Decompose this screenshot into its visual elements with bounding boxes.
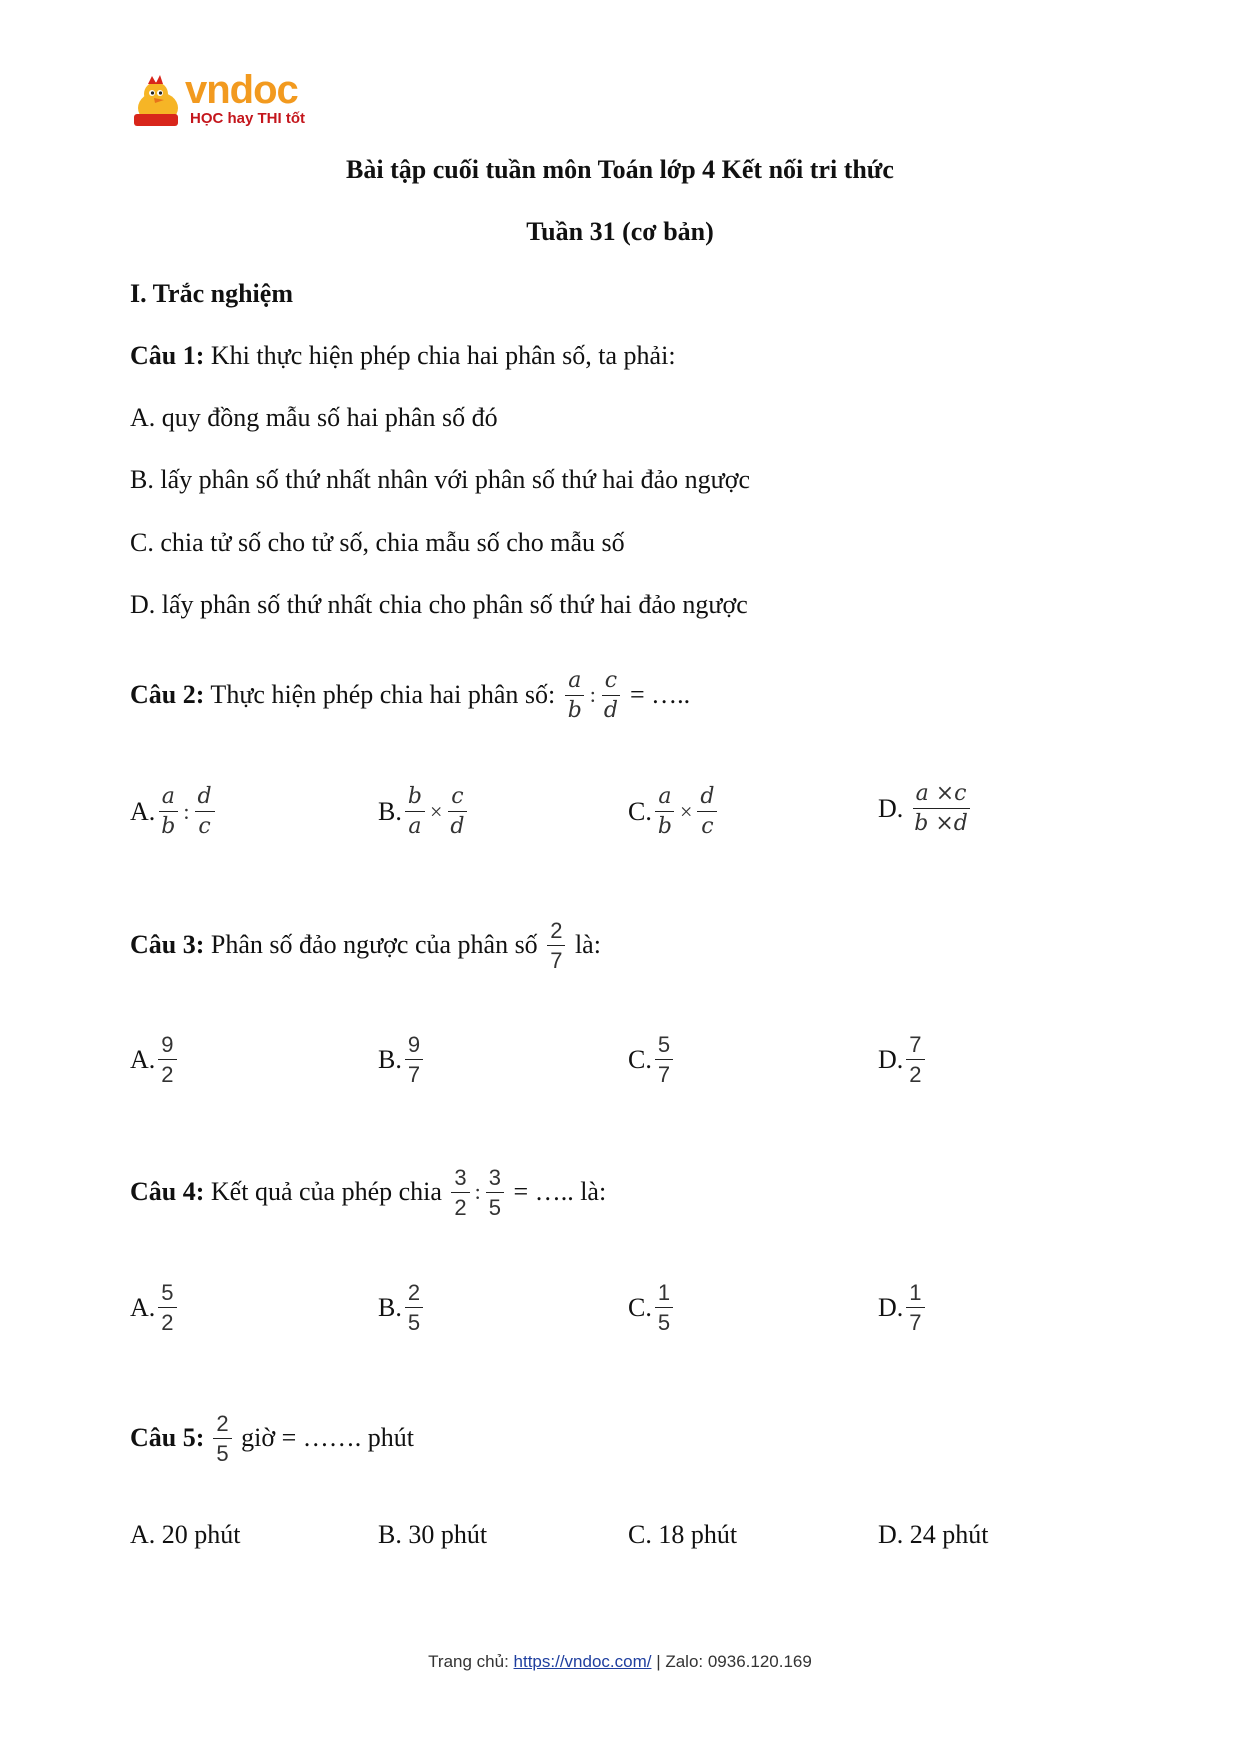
- homepage-link[interactable]: https://vndoc.com/: [513, 1652, 652, 1671]
- q4-option-c[interactable]: C. $\frac{1}{5}$: [628, 1281, 676, 1334]
- q2-option-c[interactable]: C. $\frac{a}{b}$ × $\frac{d}{c}$: [628, 785, 720, 838]
- page-footer: [0, 1652, 1240, 1672]
- q3-option-b[interactable]: B. $\frac{9}{7}$: [378, 1033, 426, 1086]
- operator: :: [589, 682, 596, 707]
- fraction: $\frac{a \times c}{b \times d}$: [914, 781, 968, 836]
- footer-prefix: Trang chủ:: [428, 1652, 514, 1671]
- q3-option-d[interactable]: D. $\frac{7}{2}$: [878, 1033, 928, 1086]
- fraction: $\frac{d}{c}$: [195, 785, 215, 838]
- question-text: Phân số đảo ngược của phân số: [204, 930, 545, 959]
- question-tail: giờ = ……. phút: [234, 1423, 415, 1452]
- q1-option-a[interactable]: A. quy đồng mẫu số hai phân số đó: [130, 403, 498, 432]
- q4-option-b[interactable]: B. $\frac{2}{5}$: [378, 1281, 426, 1334]
- document-title: Bài tập cuối tuần môn Toán lớp 4 Kết nối tri thức: [346, 155, 894, 184]
- fraction: $\frac{2}{5}$: [405, 1281, 423, 1334]
- q2-option-d[interactable]: D. $\frac{a \times c}{b \times d}$: [878, 782, 974, 835]
- fraction: $\frac{7}{2}$: [906, 1033, 924, 1086]
- chick-mascot-icon: [130, 74, 186, 130]
- fraction: $\frac{9}{2}$: [158, 1033, 176, 1086]
- logo-tagline: HỌC hay THI tốt: [190, 110, 305, 127]
- question-tail: = ….. là:: [507, 1177, 607, 1206]
- question-label: Câu 2:: [130, 680, 205, 709]
- document-subtitle: Tuần 31 (cơ bản): [526, 217, 714, 246]
- question-text: Thực hiện phép chia hai phân số:: [204, 680, 562, 709]
- q1-option-c[interactable]: C. chia tử số cho tử số, chia mẫu số cho mẫu số: [130, 528, 625, 557]
- fraction: $\frac{3}{2}$: [451, 1166, 469, 1219]
- q4-option-d[interactable]: D. $\frac{1}{7}$: [878, 1281, 928, 1334]
- question-text: Kết quả của phép chia: [204, 1177, 449, 1206]
- fraction: $\frac{1}{5}$: [655, 1281, 673, 1334]
- fraction: $\frac{3}{5}$: [486, 1166, 504, 1219]
- q5-option-b[interactable]: B. 30 phút: [378, 1520, 488, 1549]
- q5-option-a[interactable]: A. 20 phút: [130, 1520, 241, 1549]
- q3-option-a[interactable]: A. $\frac{9}{2}$: [130, 1033, 180, 1086]
- question-label: Câu 5:: [130, 1423, 205, 1452]
- logo-text: vndoc: [185, 68, 298, 112]
- fraction: $\frac{c}{d}$: [601, 669, 621, 722]
- fraction: $\frac{c}{d}$: [447, 785, 467, 838]
- question-label: Câu 1:: [130, 341, 205, 370]
- q2-option-a[interactable]: A. $\frac{a}{b}$ : $\frac{d}{c}$: [130, 785, 218, 838]
- question-tail: = …..: [630, 680, 691, 709]
- fraction: $\frac{9}{7}$: [405, 1033, 423, 1086]
- q1-option-d[interactable]: D. lấy phân số thứ nhất chia cho phân số thứ hai đảo ngược: [130, 590, 748, 619]
- fraction: $\frac{5}{7}$: [655, 1033, 673, 1086]
- question-tail: là:: [568, 930, 601, 959]
- fraction: $\frac{1}{7}$: [906, 1281, 924, 1334]
- footer-contact: | Zalo: 0936.120.169: [651, 1652, 812, 1671]
- question-1: [130, 341, 676, 371]
- question-label: Câu 4:: [130, 1177, 205, 1206]
- fraction: $\frac{5}{2}$: [158, 1281, 176, 1334]
- question-4: [130, 1157, 606, 1227]
- fraction: $\frac{a}{b}$: [565, 669, 585, 722]
- fraction: $\frac{2}{5}$: [213, 1412, 231, 1465]
- question-text: Khi thực hiện phép chia hai phân số, ta phải:: [204, 341, 676, 370]
- fraction: $\frac{d}{c}$: [697, 785, 717, 838]
- section-heading: I. Trắc nghiệm: [130, 279, 293, 308]
- q3-option-c[interactable]: C. $\frac{5}{7}$: [628, 1033, 676, 1086]
- question-2: [130, 660, 690, 730]
- question-3: [130, 910, 601, 980]
- fraction: $\frac{2}{7}$: [547, 919, 565, 972]
- operator: :: [474, 1179, 481, 1204]
- q5-option-c[interactable]: C. 18 phút: [628, 1520, 738, 1549]
- question-5: [130, 1403, 414, 1473]
- fraction: $\frac{b}{a}$: [405, 785, 425, 838]
- question-label: Câu 3:: [130, 930, 205, 959]
- q4-option-a[interactable]: A. $\frac{5}{2}$: [130, 1281, 180, 1334]
- q5-option-d[interactable]: D. 24 phút: [878, 1520, 989, 1549]
- fraction: $\frac{a}{b}$: [158, 785, 178, 838]
- vndoc-logo[interactable]: [130, 68, 310, 134]
- q1-option-b[interactable]: B. lấy phân số thứ nhất nhân với phân số thứ hai đảo ngược: [130, 465, 751, 494]
- fraction: $\frac{a}{b}$: [655, 785, 675, 838]
- q2-option-b[interactable]: B. $\frac{b}{a}$ × $\frac{c}{d}$: [378, 785, 470, 838]
